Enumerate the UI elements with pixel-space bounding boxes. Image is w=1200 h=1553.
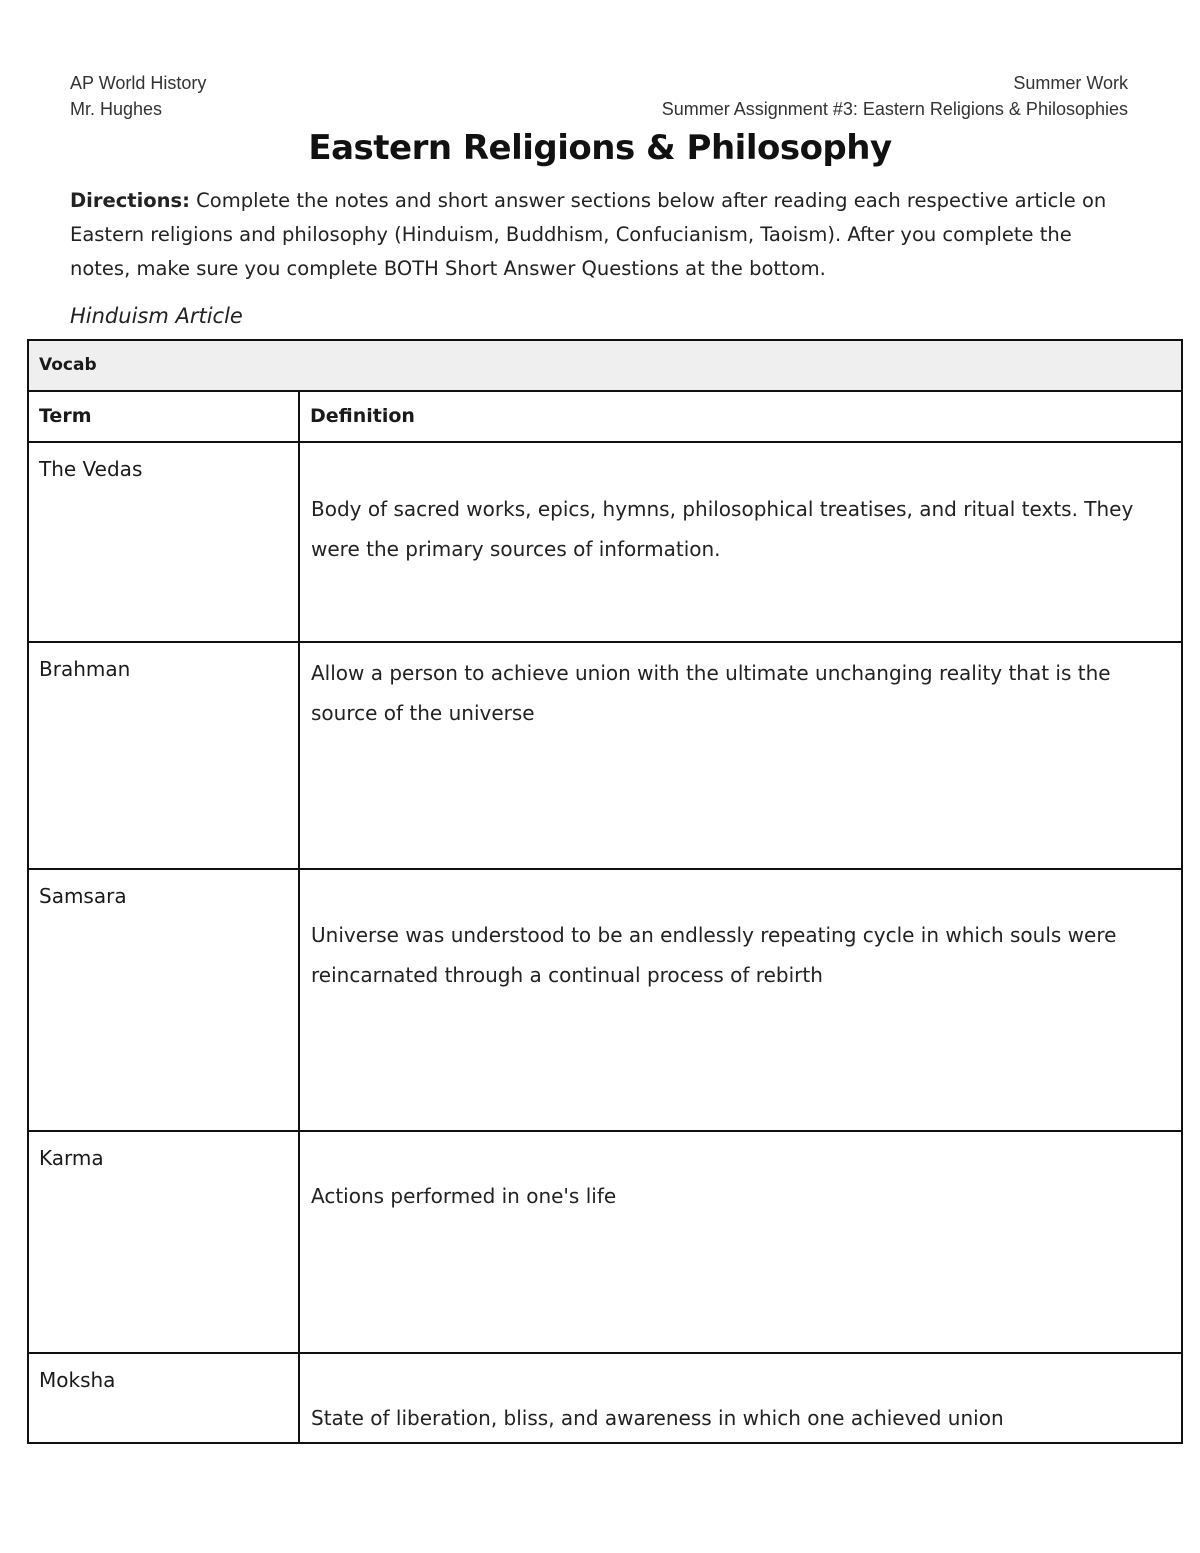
definition-text: Actions performed in one's life xyxy=(311,1184,617,1208)
definition-text: Allow a person to achieve union with the ultimate unchanging reality that is the source of the universe xyxy=(311,661,1111,725)
table-row xyxy=(28,442,1182,642)
work-type: Summer Work xyxy=(1013,73,1128,93)
term-text: Brahman xyxy=(39,657,131,681)
term-text: Moksha xyxy=(39,1368,116,1392)
definition-cell[interactable] xyxy=(299,642,1182,869)
directions-label: Directions: xyxy=(70,189,190,212)
table-row xyxy=(28,1131,1182,1353)
definition-cell[interactable] xyxy=(299,1131,1182,1353)
term-text: The Vedas xyxy=(39,457,143,481)
term-text: Karma xyxy=(39,1146,104,1170)
definition-cell[interactable] xyxy=(299,869,1182,1131)
term-cell[interactable] xyxy=(28,1353,299,1443)
definition-text: State of liberation, bliss, and awareness in which one achieved union xyxy=(311,1406,1004,1430)
directions xyxy=(70,184,1135,286)
column-header-term xyxy=(28,391,299,442)
vocab-caption-row xyxy=(28,340,1182,391)
column-header-definition-label: Definition xyxy=(310,405,415,427)
definition-text: Universe was understood to be an endlessly repeating cycle in which souls were reincarnated through a continual process of rebirth xyxy=(311,923,1117,987)
definition-cell[interactable] xyxy=(299,1353,1182,1443)
column-header-definition xyxy=(299,391,1182,442)
term-text: Samsara xyxy=(39,884,127,908)
column-header-term-label: Term xyxy=(39,405,92,427)
vocab-caption: Vocab xyxy=(39,355,97,375)
page-title: Eastern Religions & Philosophy xyxy=(308,128,892,168)
term-cell[interactable] xyxy=(28,442,299,642)
table-row xyxy=(28,642,1182,869)
directions-text: Complete the notes and short answer sections below after reading each respective article on Eastern religions and philosophy (Hinduism, Buddhism, Confucianism, Taoism). After you complete the notes, make sure you complete BOTH Short Answer Questions at the bottom. xyxy=(70,189,1107,280)
header-left xyxy=(70,70,206,122)
teacher-name: Mr. Hughes xyxy=(70,99,163,119)
vocab-table xyxy=(27,339,1183,1444)
term-cell[interactable] xyxy=(28,869,299,1131)
table-row xyxy=(28,869,1182,1131)
header-right xyxy=(662,70,1128,122)
table-row xyxy=(28,1353,1182,1443)
section-heading: Hinduism Article xyxy=(70,304,243,328)
column-header-row xyxy=(28,391,1182,442)
assignment-name: Summer Assignment #3: Eastern Religions & Philosophies xyxy=(661,99,1128,119)
term-cell[interactable] xyxy=(28,642,299,869)
definition-cell[interactable] xyxy=(299,442,1182,642)
vocab-caption-cell xyxy=(28,340,1182,391)
term-cell[interactable] xyxy=(28,1131,299,1353)
definition-text: Body of sacred works, epics, hymns, philosophical treatises, and ritual texts. They were the primary sources of information. xyxy=(311,497,1134,561)
course-name: AP World History xyxy=(70,73,207,93)
